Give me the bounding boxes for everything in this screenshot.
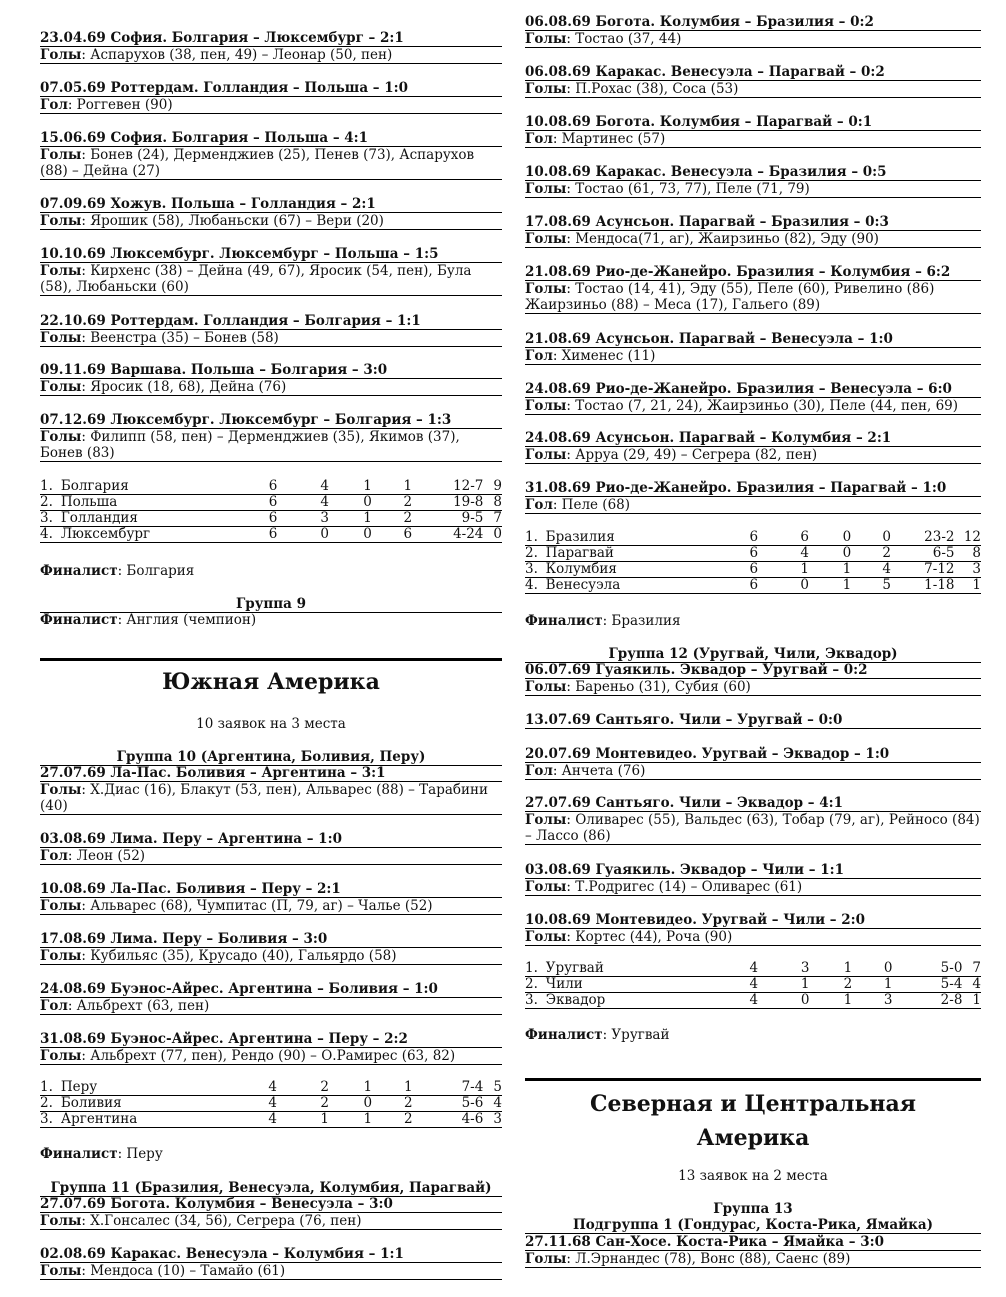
match-header: 24.08.69 Буэнос-Айрес. Аргентина – Боливия – 1:0 (40, 981, 502, 998)
standings-cell: 4 (962, 977, 981, 993)
match-block (40, 831, 502, 865)
standings-cell: 7-4 (427, 1080, 483, 1096)
match-header: 02.08.69 Каракас. Венесуэла – Колумбия – 1:1 (40, 1246, 502, 1263)
standings-cell: 1 (783, 562, 825, 578)
standings-cell: 1 (827, 961, 870, 977)
match-header: 09.11.69 Варшава. Польша – Болгария – 3:0 (40, 362, 502, 379)
finalist-label: Финалист (525, 1027, 603, 1043)
match-goals: Голы: Х.Диас (16), Блакут (53, пен), Альварес (88) – Тарабини (40) (40, 782, 502, 815)
standings-cell: 4. (40, 527, 61, 543)
goals-label: Голы (40, 429, 82, 445)
goals-label: Голы (525, 679, 567, 695)
standings-row (525, 961, 981, 977)
goals-label: Голы (40, 330, 82, 346)
match-block (525, 430, 981, 464)
match-header: 03.08.69 Гуаякиль. Эквадор – Чили – 1:1 (525, 862, 981, 879)
goals-label: Голы (525, 879, 567, 895)
goals-label: Голы (40, 213, 82, 229)
match-header: 24.08.69 Асунсьон. Парагвай – Колумбия – 2:1 (525, 430, 981, 447)
standings-cell: 6-5 (905, 546, 954, 562)
match-goals: Голы: Т.Родригес (14) – Оливарес (61) (525, 879, 981, 896)
standings-cell: 2. (525, 977, 546, 993)
goals-label: Голы (40, 263, 82, 279)
standings-row (525, 562, 981, 578)
standings-row (40, 527, 502, 543)
standings-cell: 3 (869, 993, 907, 1009)
goals-label: Голы (40, 1048, 82, 1064)
match-header: 06.08.69 Каракас. Венесуэла – Парагвай – 0:2 (525, 64, 981, 81)
standings-cell: 4 (483, 1096, 502, 1112)
match-goals: Голы: П.Рохас (38), Соса (53) (525, 81, 981, 98)
standings-cell: 5-6 (427, 1096, 483, 1112)
match-header: 17.08.69 Асунсьон. Парагвай – Бразилия – 0:3 (525, 214, 981, 231)
match-block (525, 381, 981, 415)
match-header: 10.08.69 Каракас. Венесуэла – Бразилия – 0:5 (525, 164, 981, 181)
match-goals: Голы: Мендоса (10) – Тамайо (61) (40, 1263, 502, 1280)
standings-cell: 4 (868, 562, 905, 578)
match-block (525, 114, 981, 148)
goals-label: Голы (40, 948, 82, 964)
match-header: 10.10.69 Люксембург. Люксембург – Польша – 1:5 (40, 246, 502, 263)
match-goals: Голы: Аспарухов (38, пен, 49) – Леонар (50, пен) (40, 47, 502, 64)
standings-cell: 2 (303, 1096, 346, 1112)
standings-cell: 9 (483, 479, 502, 495)
standings-cell: 2 (303, 1080, 346, 1096)
standings-cell: Парагвай (546, 546, 724, 562)
goals-label: Гол (525, 348, 553, 364)
match-header: 03.08.69 Лима. Перу – Аргентина – 1:0 (40, 831, 502, 848)
standings-cell: 1 (346, 1112, 389, 1128)
standings-row (40, 1080, 502, 1096)
match-goals: Голы: Кортес (44), Роча (90) (525, 929, 981, 946)
standings-cell: Люксембург (61, 527, 243, 543)
match-header: 27.07.69 Сантьяго. Чили – Эквадор – 4:1 (525, 795, 981, 812)
match-goals: Голы: Тостао (37, 44) (525, 31, 981, 48)
match-header: 23.04.69 София. Болгария – Люксембург – 2:1 (40, 30, 502, 47)
standings-cell: Бразилия (546, 530, 724, 546)
standings-cell: 1 (784, 977, 827, 993)
standings-cell: 6 (389, 527, 427, 543)
standings-cell: Голландия (61, 511, 243, 527)
standings-cell: Эквадор (546, 993, 724, 1009)
match-block (40, 130, 502, 180)
finalist-label: Финалист (525, 613, 603, 629)
match-goals: Голы: Тостао (61, 73, 77), Пеле (71, 79) (525, 181, 981, 198)
group12-title: Группа 12 (Уругвай, Чили, Эквадор) (525, 646, 981, 663)
region-requests-north-america: 13 заявок на 2 места (678, 1168, 828, 1184)
goals-label: Голы (40, 47, 82, 63)
match-goals: Голы: Альбрехт (77, пен), Рендо (90) – О.Рамирес (63, 82) (40, 1048, 502, 1065)
goals-label: Гол (525, 763, 553, 779)
goals-label: Голы (525, 231, 567, 247)
match-goals: Гол: Хименес (11) (525, 348, 981, 365)
finalist-label: Финалист (40, 612, 118, 628)
standings-cell: 6 (243, 479, 303, 495)
match-goals: Голы: Тостао (14, 41), Эду (55), Пеле (60), Ривелино (86) Жаирзиньо (88) – Меса (17), Гальего (89) (525, 281, 981, 314)
match-header: 06.08.69 Богота. Колумбия – Бразилия – 0:2 (525, 14, 981, 31)
goals-label: Голы (525, 398, 567, 414)
standings-table-group11 (525, 530, 981, 594)
finalist-group11: Финалист: Бразилия (525, 613, 681, 629)
match-header: 07.05.69 Роттердам. Голландия – Польша – 1:0 (40, 80, 502, 97)
goals-label: Голы (40, 1213, 82, 1229)
goals-label: Голы (40, 147, 82, 163)
standings-cell: 4-24 (427, 527, 484, 543)
standings-cell: 8 (955, 546, 981, 562)
standings-row (40, 479, 502, 495)
standings-cell: 1 (955, 578, 981, 594)
standings-cell: 7-12 (905, 562, 954, 578)
standings-table-group12 (525, 961, 981, 1009)
match-header: 06.07.69 Гуаякиль. Эквадор – Уругвай – 0:2 (525, 662, 981, 679)
standings-cell: 1 (303, 1112, 346, 1128)
standings-cell: 4 (303, 495, 346, 511)
match-header: 27.07.69 Богота. Колумбия – Венесуэла – 3:0 (40, 1196, 502, 1213)
match-header: 07.09.69 Хожув. Польша – Голландия – 2:1 (40, 196, 502, 213)
match-block (40, 765, 502, 815)
standings-cell: 6 (724, 562, 783, 578)
standings-cell: 4 (303, 479, 346, 495)
standings-cell: 0 (483, 527, 502, 543)
standings-cell: 1 (869, 977, 907, 993)
match-header: 17.08.69 Лима. Перу – Боливия – 3:0 (40, 931, 502, 948)
standings-cell: 1 (346, 511, 389, 527)
standings-row (40, 495, 502, 511)
goals-label: Голы (525, 281, 567, 297)
standings-cell: 1. (40, 1080, 61, 1096)
match-goals: Голы: Бареньо (31), Субия (60) (525, 679, 981, 696)
standings-cell: 19-8 (427, 495, 484, 511)
goals-label: Гол (525, 497, 553, 513)
standings-cell: 3 (303, 511, 346, 527)
standings-cell: 12-7 (427, 479, 484, 495)
goals-label: Гол (525, 131, 553, 147)
standings-cell: 4 (242, 1080, 303, 1096)
region-title-line2: Америка (696, 1125, 810, 1151)
match-block (525, 1234, 981, 1268)
match-block (40, 196, 502, 230)
match-header: 27.11.68 Сан-Хосе. Коста-Рика – Ямайка – 3:0 (525, 1234, 981, 1251)
standings-cell: 4 (242, 1112, 303, 1128)
match-block (525, 912, 981, 946)
standings-cell: 3. (525, 993, 546, 1009)
standings-cell: 2 (389, 511, 427, 527)
match-goals: Голы: Веенстра (35) – Бонев (58) (40, 330, 502, 347)
standings-cell: 6 (724, 530, 783, 546)
standings-cell: 6 (724, 578, 783, 594)
standings-cell: 6 (783, 530, 825, 546)
region-title-south-america: Южная Америка (40, 658, 502, 695)
standings-row (525, 546, 981, 562)
standings-table-group10 (40, 1080, 502, 1128)
goals-label: Гол (40, 97, 68, 113)
region-title-north-america (525, 1078, 981, 1155)
standings-cell: 4 (724, 977, 784, 993)
match-goals: Голы: Кубильяс (35), Крусадо (40), Гальярдо (58) (40, 948, 502, 965)
match-header: 31.08.69 Буэнос-Айрес. Аргентина – Перу – 2:2 (40, 1031, 502, 1048)
standings-cell: 6 (243, 527, 303, 543)
standings-cell: 0 (346, 495, 389, 511)
match-block (40, 881, 502, 915)
match-block (525, 331, 981, 365)
match-block (40, 1196, 502, 1230)
match-goals: Голы: Тостао (7, 21, 24), Жаирзиньо (30), Пеле (44, пен, 69) (525, 398, 981, 415)
standings-cell: Аргентина (61, 1112, 242, 1128)
standings-cell: 5-4 (907, 977, 963, 993)
standings-cell: 2 (827, 977, 870, 993)
goals-label: Голы (40, 782, 82, 798)
standings-cell: 3 (955, 562, 981, 578)
match-block (525, 214, 981, 248)
standings-cell: 2. (40, 495, 61, 511)
match-header: 27.07.69 Ла-Пас. Боливия – Аргентина – 3:1 (40, 765, 502, 782)
match-block (525, 14, 981, 48)
finalist-group9: Финалист: Англия (чемпион) (40, 612, 257, 628)
standings-cell: Колумбия (546, 562, 724, 578)
standings-cell: 0 (784, 993, 827, 1009)
match-goals: Гол: Анчета (76) (525, 763, 981, 780)
standings-cell: 4 (724, 961, 784, 977)
standings-cell: 1. (525, 530, 546, 546)
standings-cell: 2 (389, 495, 427, 511)
standings-cell: 0 (869, 961, 907, 977)
standings-cell: 3. (525, 562, 546, 578)
standings-cell: 0 (868, 530, 905, 546)
standings-cell: Уругвай (546, 961, 724, 977)
standings-cell: 3. (40, 511, 61, 527)
match-block (525, 746, 981, 780)
match-header: 10.08.69 Ла-Пас. Боливия – Перу – 2:1 (40, 881, 502, 898)
standings-cell: 1 (826, 578, 868, 594)
standings-cell: 1-18 (905, 578, 954, 594)
standings-cell: 3 (483, 1112, 502, 1128)
standings-cell: 4 (724, 993, 784, 1009)
standings-cell: 5 (483, 1080, 502, 1096)
match-header: 15.06.69 София. Болгария – Польша – 4:1 (40, 130, 502, 147)
match-block (525, 795, 981, 845)
standings-cell: Венесуэла (546, 578, 724, 594)
standings-cell: 6 (724, 546, 783, 562)
standings-cell: 2 (868, 546, 905, 562)
finalist-group12: Финалист: Уругвай (525, 1027, 670, 1043)
match-goals: Гол: Леон (52) (40, 848, 502, 865)
goals-label: Голы (525, 1251, 567, 1267)
standings-cell: 4 (242, 1096, 303, 1112)
standings-cell: 5-0 (907, 961, 963, 977)
match-block (40, 30, 502, 64)
standings-cell: 0 (303, 527, 346, 543)
match-block (40, 246, 502, 296)
standings-cell: 1 (826, 562, 868, 578)
match-header: 10.08.69 Богота. Колумбия – Парагвай – 0:1 (525, 114, 981, 131)
group9-title: Группа 9 (40, 596, 502, 613)
goals-label: Голы (525, 812, 567, 828)
standings-cell: Чили (546, 977, 724, 993)
match-goals: Гол: Роггевен (90) (40, 97, 502, 114)
match-block (40, 1246, 502, 1280)
match-goals: Гол: Альбрехт (63, пен) (40, 998, 502, 1015)
goals-label: Голы (525, 181, 567, 197)
standings-table-group8 (40, 479, 502, 543)
match-header: 20.07.69 Монтевидео. Уругвай – Эквадор – 1:0 (525, 746, 981, 763)
goals-label: Голы (40, 379, 82, 395)
standings-cell: 9-5 (427, 511, 484, 527)
standings-cell: 0 (346, 1096, 389, 1112)
standings-cell: 1. (525, 961, 546, 977)
match-goals: Голы: Кирхенс (38) – Дейна (49, 67), Яросик (54, пен), Була (58), Любаньски (60) (40, 263, 502, 296)
match-header: 24.08.69 Рио-де-Жанейро. Бразилия – Венесуэла – 6:0 (525, 381, 981, 398)
standings-cell: Боливия (61, 1096, 242, 1112)
match-header: 21.08.69 Рио-де-Жанейро. Бразилия – Колумбия – 6:2 (525, 264, 981, 281)
finalist-group10: Финалист: Перу (40, 1146, 163, 1162)
group13-title: Группа 13 (713, 1201, 793, 1217)
standings-cell: 3. (40, 1112, 61, 1128)
standings-cell: 1 (962, 993, 981, 1009)
match-header: 10.08.69 Монтевидео. Уругвай – Чили – 2:0 (525, 912, 981, 929)
standings-cell: 2 (389, 1096, 427, 1112)
standings-cell: 2. (40, 1096, 61, 1112)
standings-row (40, 1096, 502, 1112)
standings-cell: 0 (783, 578, 825, 594)
match-goals: Голы: Оливарес (55), Вальдес (63), Тобар (79, аг), Рейносо (84) – Лассо (86) (525, 812, 980, 844)
finalist-group8: Финалист: Болгария (40, 563, 195, 579)
match-block (40, 931, 502, 965)
match-goals: Голы: Филипп (58, пен) – Дерменджиев (35), Якимов (37), Бонев (83) (40, 429, 502, 462)
standings-row (40, 511, 502, 527)
match-block (525, 712, 981, 729)
match-header: 21.08.69 Асунсьон. Парагвай – Венесуэла – 1:0 (525, 331, 981, 348)
match-goals: Голы: Бонев (24), Дерменджиев (25), Пенев (73), Аспарухов (88) – Дейна (27) (40, 147, 502, 180)
standings-cell: 1. (40, 479, 61, 495)
match-block (525, 862, 981, 896)
standings-cell: 4 (783, 546, 825, 562)
standings-cell: 0 (826, 546, 868, 562)
match-goals: Голы: Арруа (29, 49) – Сегрера (82, пен) (525, 447, 981, 464)
match-goals: Голы: Л.Эрнандес (78), Вонс (88), Саенс (89) (525, 1251, 981, 1268)
match-header: 31.08.69 Рио-де-Жанейро. Бразилия – Парагвай – 1:0 (525, 480, 981, 497)
match-block (525, 164, 981, 198)
group10-title: Группа 10 (Аргентина, Боливия, Перу) (40, 749, 502, 766)
standings-cell: 2. (525, 546, 546, 562)
standings-cell: 3 (784, 961, 827, 977)
standings-cell: 2-8 (907, 993, 963, 1009)
standings-cell: 23-2 (905, 530, 954, 546)
match-goals: Гол: Пеле (68) (525, 497, 981, 514)
match-block (525, 662, 981, 696)
match-goals: Голы: Ярошик (58), Любаньски (67) – Вери (20) (40, 213, 502, 230)
goals-label: Голы (525, 31, 567, 47)
match-header: 22.10.69 Роттердам. Голландия – Болгария – 1:1 (40, 313, 502, 330)
standings-cell: 2 (389, 1112, 427, 1128)
standings-cell: 8 (483, 495, 502, 511)
match-block (525, 64, 981, 98)
match-block (40, 80, 502, 114)
goals-label: Голы (40, 1263, 82, 1279)
match-block (40, 412, 502, 462)
goals-label: Голы (525, 447, 567, 463)
match-header: 07.12.69 Люксембург. Люксембург – Болгария – 1:3 (40, 412, 502, 429)
standings-row (525, 993, 981, 1009)
standings-cell: 7 (483, 511, 502, 527)
match-block (40, 1031, 502, 1065)
standings-cell: Польша (61, 495, 243, 511)
standings-cell: 1 (346, 1080, 389, 1096)
standings-cell: 1 (827, 993, 870, 1009)
match-goals: Голы: Х.Гонсалес (34, 56), Сегрера (76, пен) (40, 1213, 502, 1230)
standings-cell: 6 (243, 511, 303, 527)
standings-cell: 1 (346, 479, 389, 495)
standings-row (525, 977, 981, 993)
match-header: 13.07.69 Сантьяго. Чили – Уругвай – 0:0 (525, 712, 981, 729)
standings-cell: 5 (868, 578, 905, 594)
match-block (525, 480, 981, 514)
standings-cell: 1 (389, 479, 427, 495)
standings-cell: 1 (389, 1080, 427, 1096)
goals-label: Голы (525, 81, 567, 97)
standings-cell: 0 (826, 530, 868, 546)
subgroup1-title: Подгруппа 1 (Гондурас, Коста-Рика, Ямайка) (525, 1217, 981, 1234)
goals-label: Гол (40, 848, 68, 864)
finalist-label: Финалист (40, 1146, 118, 1162)
match-block (525, 264, 981, 314)
match-goals: Голы: Мендоса(71, аг), Жаирзиньо (82), Эду (90) (525, 231, 981, 248)
standings-cell: 12 (955, 530, 981, 546)
goals-label: Голы (40, 898, 82, 914)
group11-title: Группа 11 (Бразилия, Венесуэла, Колумбия, Парагвай) (40, 1180, 502, 1197)
match-goals: Голы: Яросик (18, 68), Дейна (76) (40, 379, 502, 396)
goals-label: Гол (40, 998, 68, 1014)
standings-cell: Болгария (61, 479, 243, 495)
match-goals: Голы: Альварес (68), Чумпитас (П, 79, аг) – Чалье (52) (40, 898, 502, 915)
standings-cell: 4. (525, 578, 546, 594)
match-block (40, 313, 502, 347)
goals-label: Голы (525, 929, 567, 945)
match-block (40, 981, 502, 1015)
region-requests-south-america: 10 заявок на 3 места (196, 716, 346, 732)
match-goals: Гол: Мартинес (57) (525, 131, 981, 148)
standings-cell: 7 (962, 961, 981, 977)
standings-row (40, 1112, 502, 1128)
standings-cell: 6 (243, 495, 303, 511)
match-block (40, 362, 502, 396)
region-title-line1: Северная и Центральная (589, 1091, 917, 1117)
standings-cell: 4-6 (427, 1112, 483, 1128)
standings-row (525, 530, 981, 546)
standings-cell: Перу (61, 1080, 242, 1096)
finalist-label: Финалист (40, 563, 118, 579)
standings-cell: 0 (346, 527, 389, 543)
standings-row (525, 578, 981, 594)
